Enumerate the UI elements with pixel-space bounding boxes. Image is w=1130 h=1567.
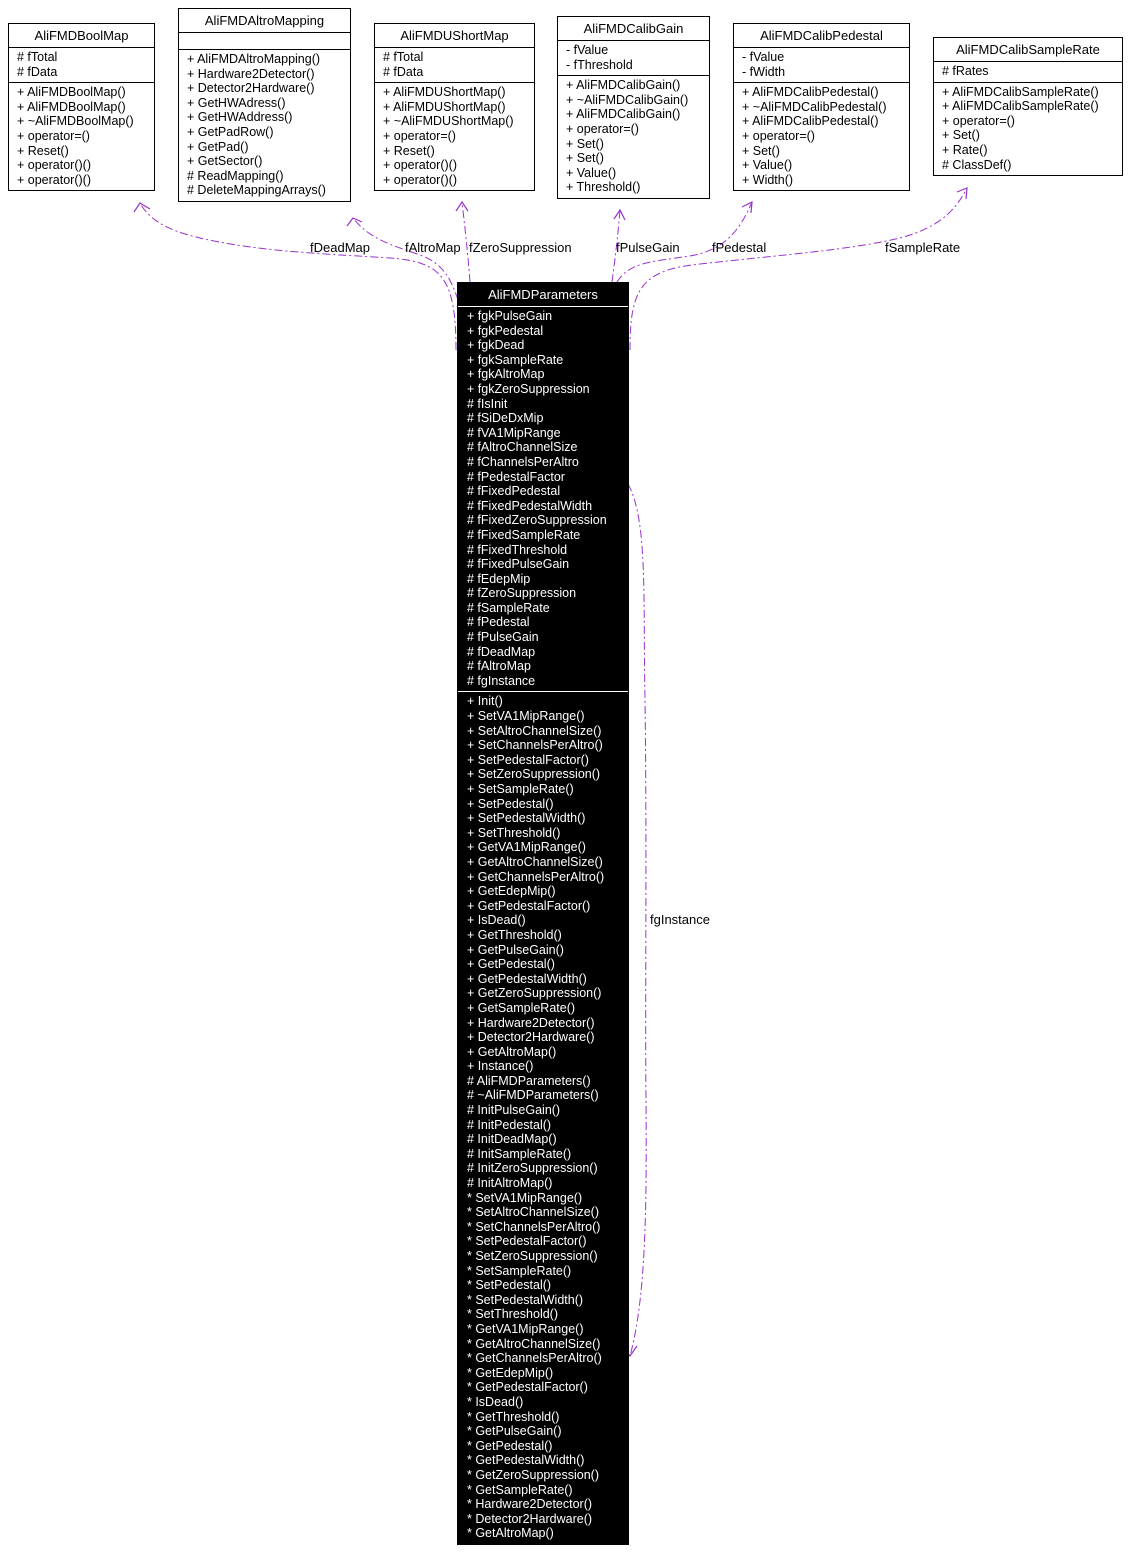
attribute-line: - fThreshold (566, 57, 633, 72)
method-line: # InitAltroMap() (467, 1176, 553, 1191)
method-line: + Value() (742, 158, 793, 173)
method-line: + Detector2Hardware() (467, 1030, 595, 1045)
attribute-line: # fAltroMap (467, 659, 531, 674)
method-line: + Value() (566, 165, 617, 180)
method-line: + Set() (742, 143, 780, 158)
method-line: + AliFMDBoolMap() (17, 99, 126, 114)
method-line: + SetZeroSuppression() (467, 767, 601, 782)
method-line: + GetAltroChannelSize() (467, 854, 603, 869)
attribute-line: # fPedestal (467, 615, 530, 630)
attribute-line: # fVA1MipRange (467, 425, 561, 440)
methods-section (375, 83, 534, 190)
arrowhead-calibpedestal (742, 202, 752, 213)
method-line: * Hardware2Detector() (467, 1497, 593, 1512)
class-name: AliFMDUShortMap (375, 24, 534, 48)
class-name: AliFMDCalibSampleRate (934, 38, 1122, 62)
edge-label-fpulsegain: fPulseGain (616, 240, 680, 255)
attribute-line: + fgkSampleRate (467, 352, 564, 367)
method-line: * GetPedestal() (467, 1438, 553, 1453)
method-line: + operator()() (17, 158, 91, 173)
methods-section (9, 83, 154, 190)
method-line: + Width() (742, 172, 794, 187)
attributes-section (734, 48, 909, 83)
method-line: + Set() (566, 136, 604, 151)
attribute-line: # fFixedPedestalWidth (467, 498, 593, 513)
method-line: + GetPedestalWidth() (467, 971, 587, 986)
method-line: # AliFMDParameters() (467, 1073, 591, 1088)
method-line: * GetThreshold() (467, 1409, 560, 1424)
method-line: * SetChannelsPerAltro() (467, 1219, 601, 1234)
class-name: AliFMDCalibPedestal (734, 24, 909, 48)
method-line: + AliFMDUShortMap() (383, 85, 506, 100)
attribute-line: # fPulseGain (467, 630, 539, 645)
class-name: AliFMDParameters (458, 283, 628, 307)
edge-label-fginstance: fgInstance (650, 912, 710, 927)
method-line: + SetPedestalWidth() (467, 811, 586, 826)
method-line: + operator=() (566, 121, 639, 136)
attribute-line: # fPedestalFactor (467, 469, 565, 484)
attribute-line: # fFixedZeroSuppression (467, 513, 607, 528)
edge-label-faltromap: fAltroMap (405, 240, 461, 255)
method-line: + Detector2Hardware() (187, 81, 315, 96)
attribute-line: + fgkPedestal (467, 323, 544, 338)
method-line: * GetAltroChannelSize() (467, 1336, 601, 1351)
method-line: + operator=() (383, 128, 456, 143)
method-line: + AliFMDCalibPedestal() (742, 85, 879, 100)
attributes-section (934, 62, 1122, 83)
attribute-line: + fgkZeroSuppression (467, 381, 590, 396)
method-line: # InitZeroSuppression() (467, 1161, 598, 1176)
method-line: # InitPedestal() (467, 1117, 552, 1132)
method-line: * SetAltroChannelSize() (467, 1205, 600, 1220)
class-name: AliFMDBoolMap (9, 24, 154, 48)
attributes-section (9, 48, 154, 83)
method-line: + ~AliFMDCalibPedestal() (742, 99, 887, 114)
attributes-section (179, 33, 350, 50)
method-line: + AliFMDAltroMapping() (187, 52, 321, 66)
method-line: + operator()() (383, 172, 457, 187)
methods-section (458, 692, 628, 1543)
method-line: * SetPedestal() (467, 1278, 552, 1293)
methods-section (934, 83, 1122, 176)
method-line: # ClassDef() (942, 157, 1012, 172)
method-line: + GetThreshold() (467, 927, 562, 942)
attribute-line: # fTotal (383, 50, 424, 64)
method-line: * SetVA1MipRange() (467, 1190, 583, 1205)
arrowhead-boolmap (134, 203, 150, 212)
attribute-line: - fValue (742, 50, 785, 64)
method-line: + GetHWAdress() (187, 95, 286, 110)
attribute-line: # fDeadMap (467, 644, 536, 659)
methods-section (558, 76, 709, 198)
method-line: + Instance() (467, 1059, 534, 1074)
attribute-line: + fgkPulseGain (467, 309, 553, 323)
attribute-line: # fFixedThreshold (467, 542, 568, 557)
method-line: + Reset() (17, 143, 69, 158)
method-line: + GetPedestalFactor() (467, 898, 591, 913)
class-box-calibpedestal[interactable] (733, 23, 910, 191)
method-line: + GetPedestal() (467, 957, 555, 972)
attributes-section (558, 41, 709, 76)
method-line: + Reset() (383, 143, 435, 158)
method-line: * SetPedestalWidth() (467, 1292, 584, 1307)
method-line: + Threshold() (566, 180, 641, 195)
edge-fsamplerate (630, 188, 967, 350)
arrowhead-ushortmap (456, 202, 468, 211)
method-line: + GetHWAddress() (187, 110, 293, 125)
method-line: + GetSampleRate() (467, 1000, 576, 1015)
method-line: + SetThreshold() (467, 825, 561, 840)
method-line: * SetZeroSuppression() (467, 1249, 598, 1263)
method-line: + GetVA1MipRange() (467, 840, 586, 855)
method-line: # ~AliFMDParameters() (467, 1088, 599, 1103)
method-line: + IsDead() (467, 913, 526, 928)
class-box-calibsamplerate[interactable] (933, 37, 1123, 176)
method-line: + GetEdepMip() (467, 884, 556, 899)
method-line: * SetThreshold() (467, 1307, 559, 1322)
method-line: + AliFMDCalibPedestal() (742, 114, 879, 129)
method-line: + AliFMDCalibGain() (566, 107, 681, 122)
attribute-line: # fIsInit (467, 396, 508, 411)
method-line: * Detector2Hardware() (467, 1511, 593, 1526)
method-line: * SetSampleRate() (467, 1263, 572, 1278)
attribute-line: # fData (383, 64, 424, 79)
class-box-altromapping[interactable] (178, 8, 351, 202)
method-line: + SetPedestalFactor() (467, 752, 589, 767)
method-line: + AliFMDCalibGain() (566, 78, 681, 93)
edge-faltromap (353, 218, 458, 300)
attribute-line: - fWidth (742, 64, 786, 79)
attribute-line: # fRates (942, 64, 989, 78)
method-line: + operator=() (942, 113, 1015, 128)
method-line: + ~AliFMDBoolMap() (17, 114, 134, 129)
method-line: + operator()() (383, 158, 457, 173)
edge-label-fpedestal: fPedestal (712, 240, 767, 255)
method-line: + Rate() (942, 142, 988, 157)
method-line: * GetSampleRate() (467, 1482, 573, 1497)
method-line: + operator=() (17, 128, 90, 143)
class-box-calibgain[interactable] (557, 16, 710, 199)
method-line: * GetPedestalWidth() (467, 1453, 585, 1468)
method-line: * GetAltroMap() (467, 1526, 554, 1541)
method-line: + GetChannelsPerAltro() (467, 869, 605, 884)
method-line: + GetPulseGain() (467, 942, 564, 957)
attribute-line: # fAltroChannelSize (467, 440, 578, 455)
method-line: * GetZeroSuppression() (467, 1467, 600, 1482)
attribute-line: + fgkAltroMap (467, 367, 545, 382)
attribute-line: + fgkDead (467, 338, 525, 353)
method-line: + ~AliFMDUShortMap() (383, 114, 514, 129)
method-line: + ~AliFMDCalibGain() (566, 92, 689, 107)
method-line: * GetVA1MipRange() (467, 1321, 584, 1336)
method-line: + AliFMDBoolMap() (17, 85, 126, 100)
method-line: # ReadMapping() (187, 168, 284, 183)
attribute-line: # fTotal (17, 50, 58, 64)
method-line: + operator=() (742, 128, 815, 143)
class-name: AliFMDCalibGain (558, 17, 709, 41)
method-line: + SetChannelsPerAltro() (467, 738, 603, 753)
method-line: + SetAltroChannelSize() (467, 723, 602, 738)
method-line: + SetVA1MipRange() (467, 709, 585, 724)
attribute-line: # fEdepMip (467, 571, 531, 586)
method-line: + GetZeroSuppression() (467, 986, 602, 1001)
arrowhead-altromapping (347, 218, 362, 226)
method-line: + operator()() (17, 172, 91, 187)
edge-fdeadmap (140, 203, 456, 350)
method-line: # DeleteMappingArrays() (187, 183, 326, 198)
method-line: + Hardware2Detector() (467, 1015, 595, 1030)
method-line: * SetPedestalFactor() (467, 1234, 587, 1249)
attribute-line: # fZeroSuppression (467, 586, 577, 601)
method-line: + Init() (467, 694, 503, 709)
method-line: * IsDead() (467, 1394, 524, 1409)
class-box-boolmap[interactable] (8, 23, 155, 191)
edge-label-fzerosuppression: fZeroSuppression (469, 240, 572, 255)
method-line: * GetChannelsPerAltro() (467, 1351, 602, 1366)
methods-section (179, 50, 350, 201)
method-line: * GetPulseGain() (467, 1424, 562, 1439)
method-line: # InitPulseGain() (467, 1103, 561, 1118)
method-line: + SetSampleRate() (467, 782, 574, 796)
attributes-section (458, 307, 628, 692)
attributes-section (375, 48, 534, 83)
method-line: + AliFMDUShortMap() (383, 99, 506, 114)
method-line: + GetPadRow() (187, 124, 274, 139)
attribute-line: # fData (17, 64, 58, 79)
class-box-ushortmap[interactable] (374, 23, 535, 191)
method-line: * GetEdepMip() (467, 1365, 554, 1380)
method-line: + GetSector() (187, 154, 263, 169)
method-line: + AliFMDCalibSampleRate() (942, 84, 1099, 99)
edge-fginstance (628, 484, 646, 1356)
method-line: + Hardware2Detector() (187, 66, 315, 81)
attribute-line: # fgInstance (467, 673, 536, 688)
methods-section (734, 83, 909, 190)
attribute-line: # fFixedPedestal (467, 484, 561, 499)
method-line: + Set() (942, 128, 980, 143)
edge-label-fdeadmap: fDeadMap (310, 240, 370, 255)
method-line: * GetPedestalFactor() (467, 1380, 588, 1395)
attribute-line: # fSiDeDxMip (467, 411, 544, 426)
method-line: + Set() (566, 151, 604, 166)
attribute-line: # fFixedSampleRate (467, 527, 581, 542)
attribute-line: # fFixedPulseGain (467, 557, 570, 572)
method-line: # InitDeadMap() (467, 1132, 557, 1147)
method-line: + GetAltroMap() (467, 1044, 557, 1059)
method-line: + SetPedestal() (467, 796, 554, 811)
attribute-line: # fChannelsPerAltro (467, 454, 579, 469)
method-line: + AliFMDCalibSampleRate() (942, 99, 1099, 114)
method-line: # InitSampleRate() (467, 1146, 572, 1161)
class-name: AliFMDAltroMapping (179, 9, 350, 33)
attribute-line: # fSampleRate (467, 600, 550, 615)
class-box-parameters[interactable] (457, 282, 629, 1545)
method-line: + GetPad() (187, 139, 249, 154)
edge-label-fsamplerate: fSampleRate (885, 240, 961, 255)
attribute-line: - fValue (566, 43, 609, 57)
